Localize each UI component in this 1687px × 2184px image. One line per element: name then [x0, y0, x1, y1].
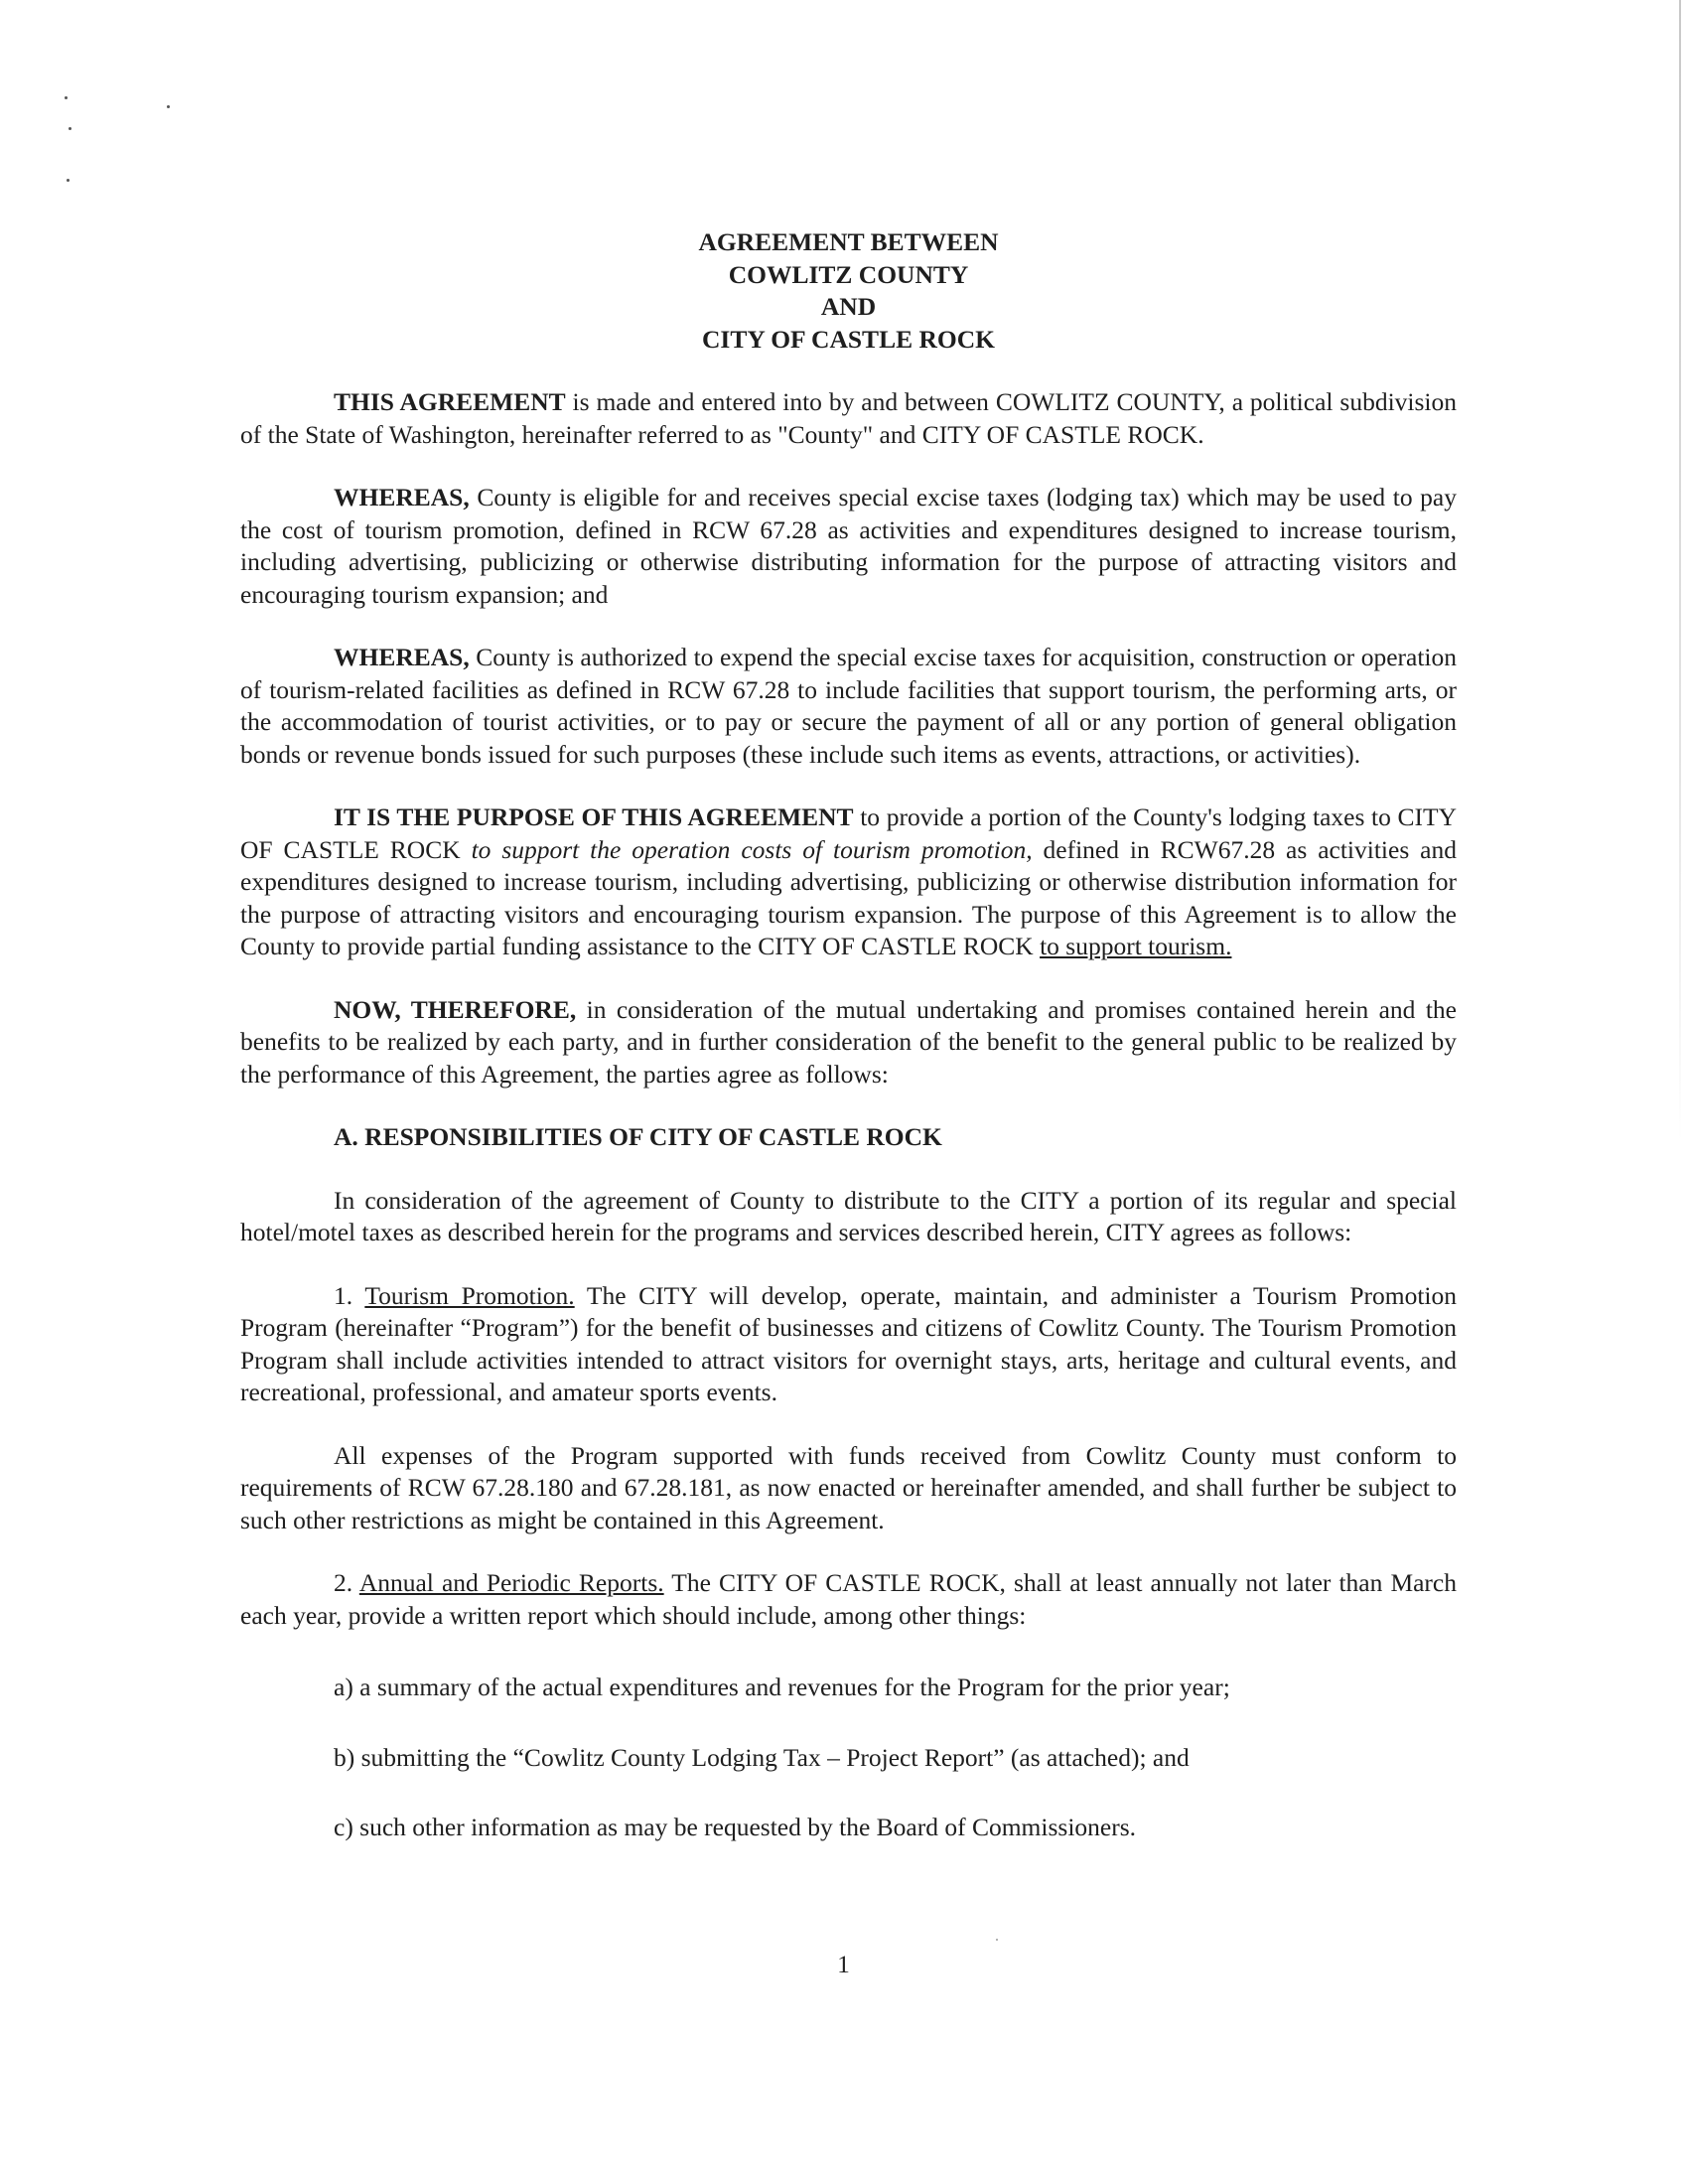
item-number: 1. — [334, 1280, 365, 1310]
therefore-paragraph — [240, 994, 1457, 1092]
whereas-text: County is eligible for and receives special excise taxes (lodging tax) which may be used to pay the cost of tourism promotion, defined in RCW 67.28 as activities and expenditures designed to increase tourism, including advertising, publicizing or otherwise distributing information for the purpose of attracting visitors and encouraging tourism expansion; and — [240, 483, 1457, 609]
whereas-paragraph-1 — [240, 482, 1457, 611]
therefore-text: in consideration of the mutual undertaking and promises contained herein and the benefits to be realized by each party, and in further consideration of the benefit to the general public to be realized by the performance of this Agreement, the parties agree as follows: — [240, 994, 1457, 1089]
reports-paragraph — [240, 1567, 1457, 1632]
item-heading: Annual and Periodic Reports. — [358, 1568, 664, 1597]
item-number: 2. — [334, 1568, 359, 1597]
document-body — [240, 226, 1457, 1882]
scan-speck — [69, 127, 71, 130]
report-list-item: a) a summary of the actual expenditures and revenues for the Program for the prior year; — [334, 1673, 1230, 1701]
report-list-item: c) such other information as may be requested by the Board of Commissioners. — [334, 1813, 1137, 1841]
title-line: AND — [820, 292, 877, 321]
therefore-lead: NOW, THEREFORE, — [334, 994, 577, 1024]
section-intro-paragraph: In consideration of the agreement of County to distribute to the CITY a portion of its regular and special hotel/motel taxes as described herein for the programs and services described herein, CITY agrees as follows: — [240, 1185, 1457, 1246]
purpose-lead: IT IS THE PURPOSE OF THIS AGREEMENT — [334, 802, 854, 831]
page-number: 1 — [837, 1950, 850, 1978]
scan-speck — [167, 105, 170, 108]
purpose-underlined-text: to support tourism. — [1040, 932, 1232, 960]
purpose-italic-text: to support the operation costs of tourism promotion, — [471, 834, 1033, 864]
scan-speck — [996, 1939, 998, 1941]
intro-lead: THIS AGREEMENT — [334, 387, 566, 416]
item-heading: Tourism Promotion. — [364, 1280, 575, 1310]
whereas-lead: WHEREAS, — [334, 483, 470, 511]
title-line: COWLITZ COUNTY — [728, 259, 969, 289]
title-line: AGREEMENT BETWEEN — [698, 227, 999, 256]
purpose-text: defined in RCW67.28 as activities and expenditures designed to increase tourism, including advertising, publicizing or otherwise distribution information for the purpose of attracting visitors and encouraging tourism expansion. The purpose of this Agreement is to allow the County to provide partial funding assistance to the CITY OF CASTLE ROCK — [240, 834, 1457, 960]
title-line: CITY OF CASTLE ROCK — [702, 324, 995, 354]
section-heading: A. RESPONSIBILITIES OF CITY OF CASTLE ROCK — [334, 1122, 942, 1151]
expenses-paragraph: All expenses of the Program supported with funds received from Cowlitz County must conform to requirements of RCW 67.28.180 and 67.28.181, as now enacted or hereinafter amended, and shall further be subject to such other restrictions as might be contained in this Agreement. — [240, 1440, 1457, 1534]
intro-text: is made and entered into by and between COWLITZ COUNTY, a political subdivision of the State of Washington, hereinafter referred to as "County" and CITY OF CASTLE ROCK. — [240, 387, 1457, 449]
document-title — [240, 226, 1457, 356]
item-text: The CITY OF CASTLE ROCK, shall at least annually not later than March each year, provide a written report which should include, among other things: — [240, 1568, 1457, 1630]
whereas-text: County is authorized to expend the special excise taxes for acquisition, construction or operation of tourism-related facilities as defined in RCW 67.28 to include facilities that support tourism, the performing arts, or the accommodation of tourist activities, or to pay or secure the payment of all or any portion of general obligation bonds or revenue bonds issued for such purposes (these include such items as events, attractions, or activities). — [240, 643, 1457, 769]
whereas-paragraph-2 — [240, 642, 1457, 771]
scan-speck — [65, 96, 68, 99]
intro-paragraph — [240, 386, 1457, 451]
item-text: The CITY will develop, operate, maintain, and administer a Tourism Promotion Program (hereinafter “Program”) for the benefit of businesses and citizens of Cowlitz County. The Tourism Promotion Program shall include activities intended to attract visitors for overnight stays, arts, heritage and cultural events, and recreational, professional, and amateur sports events. — [240, 1280, 1458, 1406]
report-list-item: b) submitting the “Cowlitz County Lodging Tax – Project Report” (as attached); and — [334, 1742, 1190, 1772]
purpose-paragraph — [240, 801, 1457, 963]
tourism-promotion-paragraph — [240, 1280, 1457, 1409]
purpose-text: to provide a portion of the County's lodging taxes to CITY OF CASTLE ROCK — [240, 802, 1458, 864]
whereas-lead: WHEREAS, — [334, 643, 470, 671]
scan-edge-line — [1679, 0, 1681, 1142]
scan-speck — [67, 179, 70, 182]
